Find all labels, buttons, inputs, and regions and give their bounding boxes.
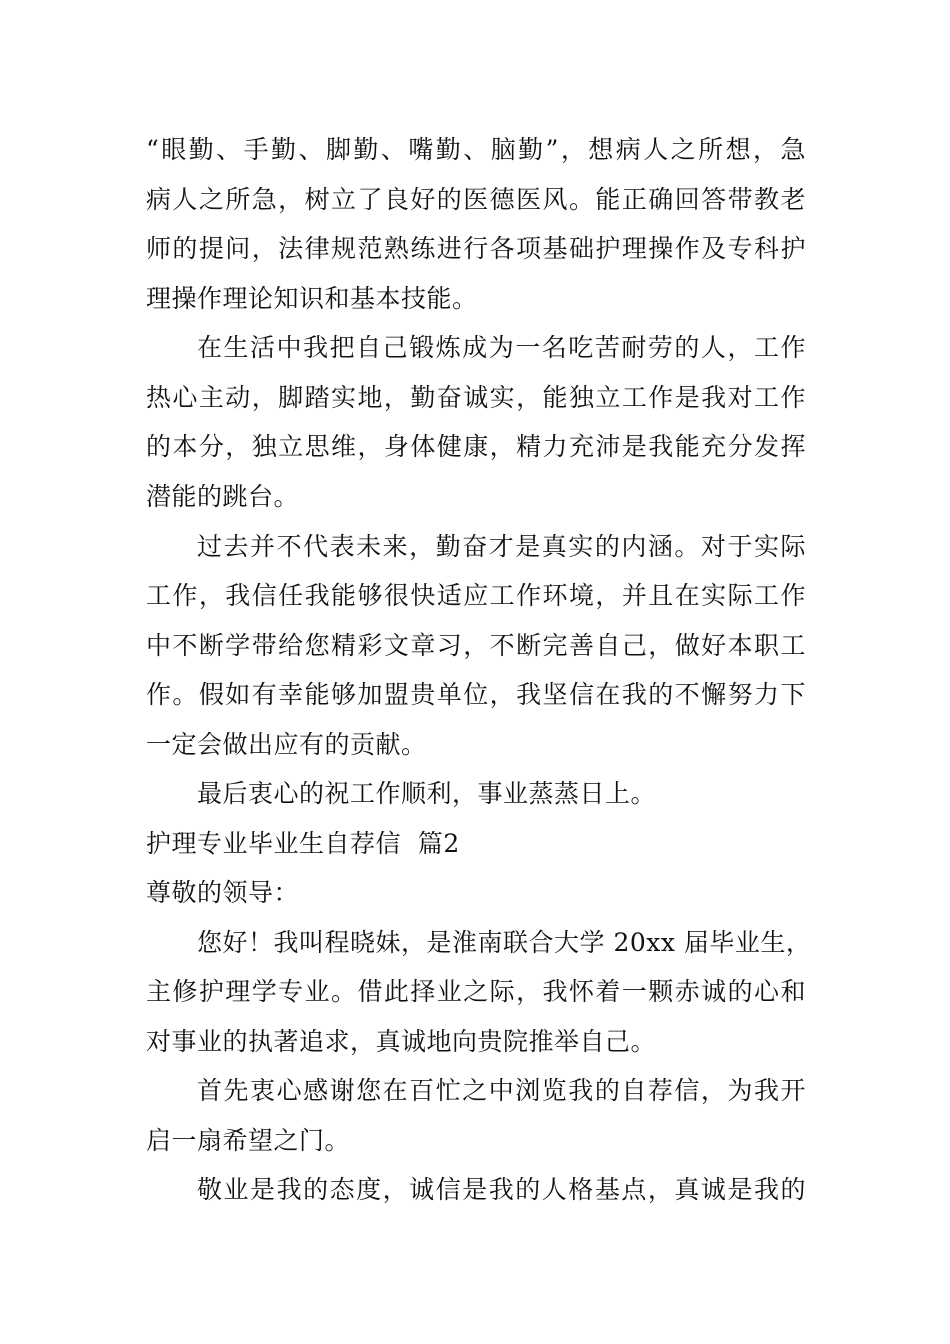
text-line: 您好！我叫程晓妹，是淮南联合大学 20xx 届毕业生， <box>197 928 812 957</box>
text-line: 首先衷心感谢您在百忙之中浏览我的自荐信，为我开 <box>197 1076 806 1105</box>
text-line: 启一扇希望之门。 <box>146 1126 351 1155</box>
heading-text: 护理专业毕业生自荐信 篇2 <box>146 829 460 858</box>
text-line: 作。假如有幸能够加盟贵单位，我坚信在我的不懈努力下 <box>146 680 806 709</box>
text-line: “眼勤、手勤、脚勤、嘴勤、脑勤”，想病人之所想，急 <box>146 135 806 164</box>
text-line: 过去并不代表未来，勤奋才是真实的内涵。对于实际 <box>197 532 806 561</box>
text-line: 工作，我信任我能够很快适应工作环境，并且在实际工作 <box>146 581 806 610</box>
text-line: 一定会做出应有的贡献。 <box>146 730 427 759</box>
text-line: 对事业的执著追求，真诚地向贵院推举自己。 <box>146 1027 657 1056</box>
text-line: 中不断学带给您精彩文章习，不断完善自己，做好本职工 <box>146 631 806 660</box>
text-line: 潜能的跳台。 <box>146 482 300 511</box>
text-line: 理操作理论知识和基本技能。 <box>146 284 478 313</box>
text-line: 最后衷心的祝工作顺利，事业蒸蒸日上。 <box>197 779 657 808</box>
text-line: 的本分，独立思维，身体健康，精力充沛是我能充分发挥 <box>146 432 806 461</box>
salutation-text: 尊敬的领导： <box>146 878 300 907</box>
text-line: 热心主动，脚踏实地，勤奋诚实，能独立工作是我对工作 <box>146 383 806 412</box>
text-line: 在生活中我把自己锻炼成为一名吃苦耐劳的人，工作 <box>197 333 806 362</box>
text-line: 师的提问，法律规范熟练进行各项基础护理操作及专科护 <box>146 234 806 263</box>
text-line: 主修护理学专业。借此择业之际，我怀着一颗赤诚的心和 <box>146 977 806 1006</box>
text-line: 敬业是我的态度，诚信是我的人格基点，真诚是我的 <box>197 1175 806 1204</box>
text-line: 病人之所急，树立了良好的医德医风。能正确回答带教老 <box>146 185 806 214</box>
